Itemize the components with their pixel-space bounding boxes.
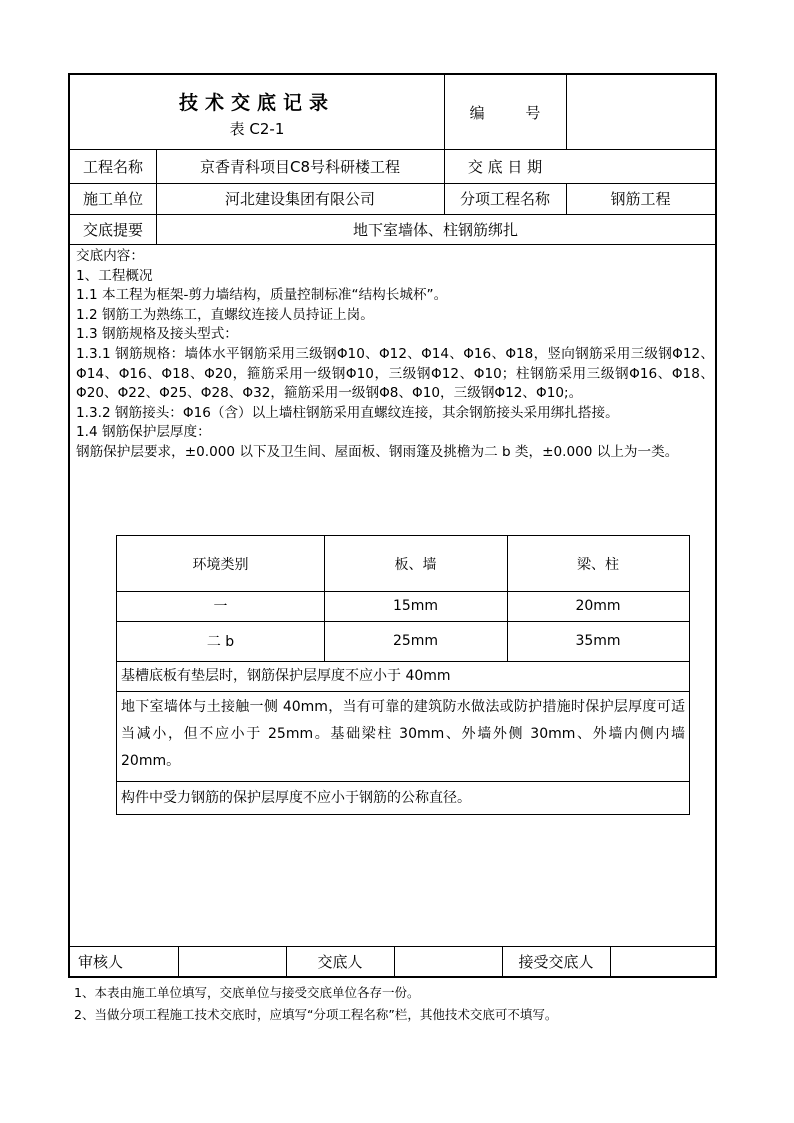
- content-line: 1、工程概况: [76, 267, 153, 284]
- date-label: 交 底 日 期: [467, 157, 543, 176]
- number-field[interactable]: [566, 75, 715, 149]
- content-line: 1.3 钢筋规格及接头型式：: [76, 326, 238, 343]
- summary-label: 交底提要: [82, 220, 143, 239]
- table-cell: 25mm: [392, 633, 439, 649]
- disclosure-content: [76, 247, 714, 463]
- discloser-field[interactable]: [394, 946, 502, 976]
- table-header-env: 环境类别: [192, 556, 249, 573]
- form-code: 表 C2-1: [229, 119, 285, 138]
- footnotes: [74, 982, 557, 1026]
- number-label: 编 号: [469, 103, 541, 122]
- table-header-beam: 梁、柱: [577, 556, 619, 573]
- content-paragraph: 钢筋保护层要求，±0.000 以下及卫生间、屋面板、钢雨篷及挑檐为二 b 类，±0.000 以上为一类。: [76, 443, 679, 460]
- receiver-field[interactable]: [610, 946, 715, 976]
- content-paragraph: 1.3.1 钢筋规格：墙体水平钢筋采用三级钢Φ10、Φ12、Φ14、Φ16、Φ18，竖向钢筋采用三级钢Φ12、Φ14、Φ16、Φ18、Φ20，箍筋采用一级钢Φ10，三级钢Φ12、Φ10；柱钢筋采用三级钢Φ16、Φ18、Φ20、Φ22、Φ25、Φ28、Φ32，箍筋采用一级钢Φ8、Φ10，三级钢Φ12、Φ10;。: [76, 345, 714, 402]
- discloser-label: 交底人: [317, 952, 363, 971]
- unit-value[interactable]: 河北建设集团有限公司: [224, 190, 375, 208]
- content-line: 1.4 钢筋保护层厚度：: [76, 424, 211, 441]
- disclosure-form: [68, 73, 717, 978]
- table-cell: 二 b: [206, 634, 235, 650]
- date-field[interactable]: [566, 149, 715, 183]
- receiver-label: 接受交底人: [518, 952, 594, 971]
- content-line: 1.3.2 钢筋接头：Φ16（含）以上墙柱钢筋采用直螺纹连接，其余钢筋接头采用绑扎搭接。: [76, 404, 619, 421]
- reviewer-field[interactable]: [178, 946, 286, 976]
- cover-thickness-table: [116, 535, 690, 815]
- rule-summary: [70, 244, 715, 245]
- table-note: 构件中受力钢筋的保护层厚度不应小于钢筋的公称直径。: [121, 789, 471, 806]
- table-header-slab: 板、墙: [394, 556, 437, 573]
- summary-value[interactable]: 地下室墙体、柱钢筋绑扎: [352, 220, 518, 239]
- footnote: 1、本表由施工单位填写，交底单位与接受交底单位各存一份。: [74, 985, 420, 1000]
- content-line: 1.1 本工程为框架-剪力墙结构，质量控制标准“结构长城杯”。: [76, 287, 448, 304]
- table-cell: 35mm: [575, 633, 621, 649]
- form-title: 技术交底记录: [178, 91, 335, 114]
- table-cell: 一: [213, 599, 228, 615]
- content-line: 1.2 钢筋工为熟练工，直螺纹连接人员持证上岗。: [76, 306, 374, 323]
- table-rule: [117, 691, 689, 692]
- table-note: 地下室墙体与土接触一侧 40mm，当有可靠的建筑防水做法或防护措施时保护层厚度可适当减小，但不应小于 25mm。基础梁柱 30mm、外墙外侧 30mm、外墙内侧内墙 20mm。: [121, 699, 685, 769]
- table-cell: 20mm: [575, 598, 621, 614]
- unit-label: 施工单位: [82, 190, 143, 208]
- project-name-value[interactable]: 京香青科项目C8号科研楼工程: [199, 157, 401, 176]
- reviewer-label: 审核人: [78, 952, 124, 971]
- content-line: 交底内容：: [76, 248, 144, 264]
- footnote: 2、当做分项工程施工技术交底时，应填写“分项工程名称”栏，其他技术交底可不填写。: [74, 1007, 558, 1022]
- subproject-value[interactable]: 钢筋工程: [610, 190, 671, 208]
- subproject-label: 分项工程名称: [459, 190, 550, 208]
- table-note: 基槽底板有垫层时，钢筋保护层厚度不应小于 40mm: [121, 668, 451, 684]
- project-name-label: 工程名称: [82, 157, 143, 176]
- table-cell: 15mm: [392, 598, 439, 614]
